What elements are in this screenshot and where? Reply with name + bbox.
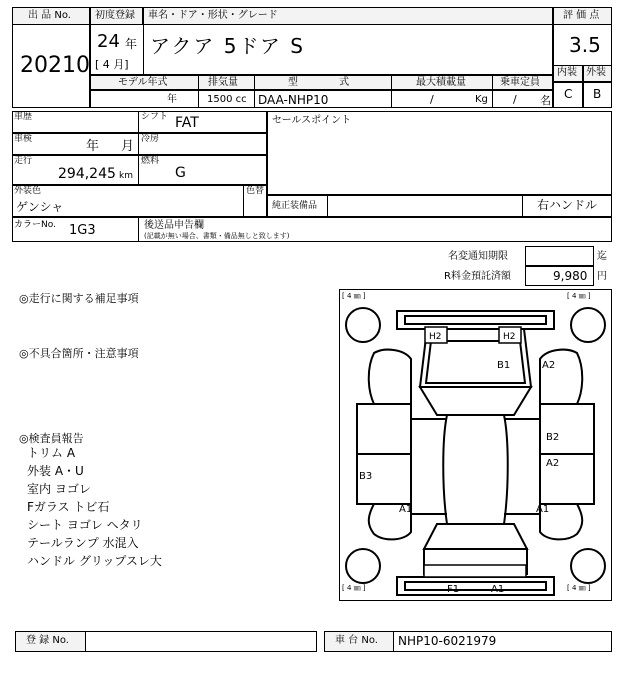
sales-point-label: セールスポイント (272, 115, 352, 126)
genuine-equipment-label: 純正装備品 (272, 201, 318, 211)
tire-rear-right (571, 549, 605, 583)
reg-no-label: 登 録 No. (26, 635, 69, 646)
color-changed-div (243, 185, 244, 217)
model-code-label: 型 式 (288, 77, 350, 88)
tire-label-rr: [ 4 ㎜ ] (567, 584, 591, 592)
history-row (12, 111, 267, 133)
mark-a2-door: A2 (546, 458, 560, 469)
color-no-div (138, 217, 139, 242)
defects-heading: ◎不具合箇所・注意事項 (19, 347, 139, 360)
tire-front-left (346, 308, 380, 342)
steering: 右ハンドル (537, 198, 598, 212)
inspector-line: ハンドル グリップスレ大 (27, 554, 162, 568)
inspector-heading: ◎検査員報告 (19, 432, 84, 445)
interior-grade: C (564, 87, 573, 101)
fuel-label: 燃料 (141, 156, 160, 166)
tire-label-fl: [ 4 ㎜ ] (342, 292, 366, 300)
mileage-row (12, 155, 267, 185)
spec-div-3 (391, 75, 392, 108)
inspection-year-unit: 年 (86, 139, 100, 154)
name-change-label: 名変通知期限 (448, 251, 508, 262)
front-fender-left (369, 350, 411, 404)
inspector-line: トリム A (27, 446, 76, 460)
car-diagram (339, 289, 612, 601)
first-reg-divider (143, 25, 144, 75)
displacement-label: 排気量 (208, 77, 238, 88)
mark-b3: B3 (359, 471, 373, 482)
mark-a1-left: A1 (399, 504, 413, 515)
mark-b2: B2 (546, 432, 560, 443)
exterior-label: 外装 (586, 67, 606, 78)
front-bumper (397, 311, 554, 329)
color-no-box (12, 217, 612, 242)
mileage-label: 走行 (14, 156, 33, 166)
color-no-label: カラーNo. (14, 220, 56, 230)
mark-a1-rear: A1 (491, 584, 505, 595)
inspection-row (12, 133, 267, 155)
fuel-value: G (175, 165, 186, 181)
mark-h2-left: H2 (429, 332, 442, 342)
lot-no: 20210 (20, 53, 90, 78)
recycle-value: 9,980 (553, 269, 588, 283)
mark-a2-fender: A2 (542, 360, 556, 371)
rear-bumper-inner (405, 582, 546, 590)
model-year-unit: 年 (167, 94, 177, 105)
inspection-month-unit: 月 (121, 139, 135, 154)
front-fender-right (540, 350, 582, 404)
equipment-div-2 (522, 195, 523, 217)
exterior-grade: B (593, 87, 602, 101)
spec-div-4 (492, 75, 493, 108)
inspection-label: 車検 (14, 134, 33, 144)
model-year-label: モデル年式 (118, 77, 168, 88)
inspector-line: Fガラス トビ石 (27, 500, 110, 514)
capacity-label: 乗車定員 (500, 77, 540, 88)
max-load-label: 最大積載量 (416, 77, 466, 88)
score-label: 評 価 点 (563, 10, 600, 21)
shift-label: シフト (141, 112, 169, 122)
chassis-label: 車 台 No. (335, 635, 378, 646)
interior-label: 内装 (557, 67, 577, 78)
recycle-unit: 円 (597, 271, 607, 282)
shift-value: FAT (175, 115, 199, 131)
side-connector-left (411, 419, 447, 514)
first-reg-month: [ 4 月] (95, 58, 129, 71)
inspector-line: 室内 ヨゴレ (27, 482, 91, 496)
inspector-line: テールランプ 水混入 (27, 536, 139, 550)
displacement: 1500 cc (207, 94, 247, 105)
car-name-label: 車名・ドア・形状・グレード (148, 10, 278, 21)
first-reg-label: 初度登録 (95, 10, 135, 21)
mileage-value: 294,245 (58, 166, 116, 182)
first-reg-year: 24 (97, 31, 120, 52)
inspector-line: 外装 A・U (27, 464, 84, 478)
mark-h2-right: H2 (503, 332, 516, 342)
rear-window (424, 524, 527, 549)
recycle-label: R料金預託済額 (444, 271, 511, 282)
ac-label: 冷房 (141, 134, 160, 144)
model-code: DAA-NHP10 (258, 93, 329, 107)
docs-label: 後送品申告欄 (144, 220, 204, 231)
score: 3.5 (569, 33, 601, 57)
front-bumper-inner (405, 316, 546, 324)
rear-bumper (397, 577, 554, 595)
equipment-div-1 (327, 195, 328, 217)
max-load-unit: Kg (475, 94, 488, 105)
capacity-unit: 名 (540, 94, 551, 107)
exterior-color-label: 外装色 (14, 186, 42, 196)
max-load-sep: / (430, 93, 434, 106)
name-change-unit: 迄 (597, 251, 607, 262)
rear-plate (424, 565, 526, 577)
capacity-sep: / (513, 93, 517, 106)
tire-label-fr: [ 4 ㎜ ] (567, 292, 591, 300)
inspector-line: シート ヨゴレ ヘタリ (27, 518, 143, 532)
mark-a1-right: A1 (536, 504, 550, 515)
mark-b1: B1 (497, 360, 511, 371)
roof (443, 415, 508, 524)
tire-label-rl: [ 4 ㎜ ] (342, 584, 366, 592)
history-label: 車歴 (14, 112, 33, 122)
spec-div-1 (198, 75, 199, 108)
tire-front-right (571, 308, 605, 342)
first-reg-year-unit: 年 (125, 37, 138, 51)
docs-note: (記載が無い場合、書類・備品無しと致します) (144, 232, 290, 240)
tire-rear-left (346, 549, 380, 583)
windshield (420, 387, 531, 415)
color-changed-label: 色替 (246, 186, 265, 196)
side-connector-right (504, 419, 540, 514)
spec-div-2 (254, 75, 255, 108)
color-no-value: 1G3 (69, 223, 96, 238)
car-name: アクア 5ドア S (150, 34, 305, 58)
name-change-box (525, 246, 594, 266)
exterior-color-value: ゲンシャ (16, 200, 64, 214)
driving-heading: ◎走行に関する補足事項 (19, 292, 139, 305)
lot-no-label: 出 品 No. (28, 10, 71, 21)
mark-f1: F1 (447, 584, 460, 595)
mileage-unit: km (119, 171, 133, 181)
chassis-value: NHP10-6021979 (398, 634, 497, 648)
